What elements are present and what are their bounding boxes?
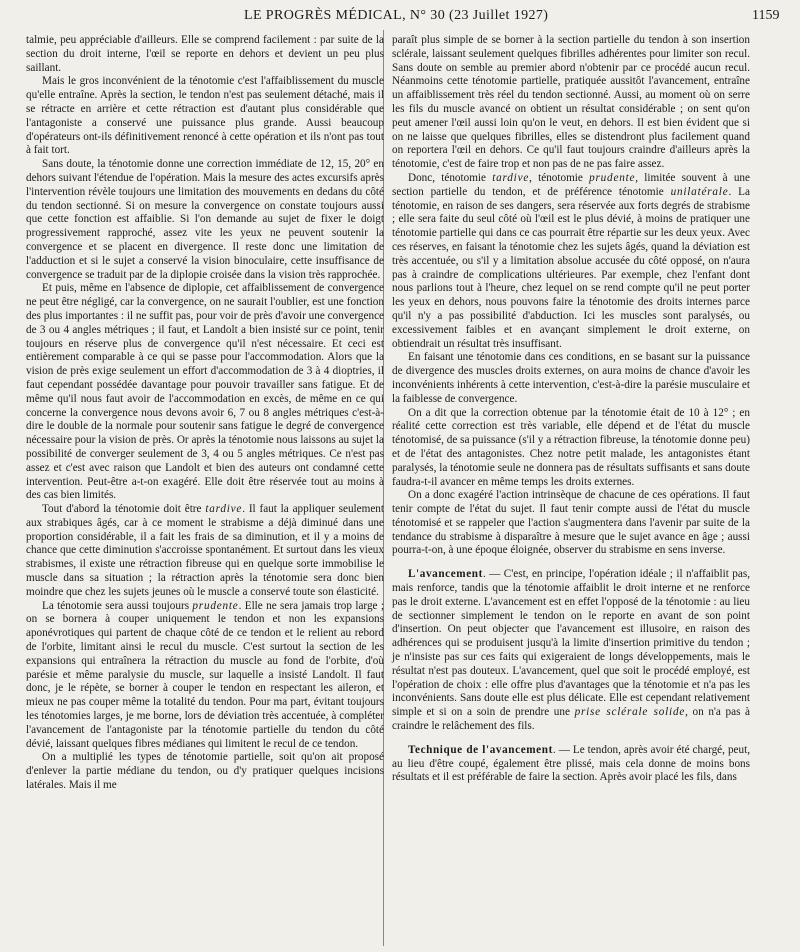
- text-run: . — C'est, en principe, l'opération idéale ; il n'affaiblit pas, mais renforce, tandis que la ténotomie affaiblit le droit interne et ne renforce pas le droit externe. L'avancement est en effet l'opposé de la ténotomie : au lieu de sectionner simplement le tendon on le reporte en avant de son point d'insertion. On peut objecter que l'avancement est illusoire, en raison des adhérences qui se produisent jusqu'à la limite d'insertion primitive du tendon ; je n'insiste pas sur ces faits qui exigeraient de longs développements, mais le résultat n'est pas douteux. L'avancement, quel que soit le procédé employé, est l'opération de choix : elle offre plus d'avantages que la ténotomie et n'a pas les inconvénients. Sans doute elle est plus délicate. Elle est cependant relativement simple et si on a soin de prendre une: [392, 568, 750, 719]
- text-run: . Il faut la appliquer seulement aux strabiques âgés, car à ce moment le strabisme a déjà diminué dans une proportion considérable, il a fait les frais de sa diminution, et il y a moins de chance que cette diminution s'accroisse spontanément. Et surtout dans les vieux strabismes, il existe une rétraction fibreuse qui en quelque sorte immobilise le muscle dans sa situation ; la rétraction après la ténotomie sera donc bien moindre que chez les sujets jeunes où le muscle a conservé toute son élasticité.: [26, 503, 384, 598]
- text-run: Donc, ténotomie: [408, 171, 493, 184]
- paragraph: [392, 172, 750, 351]
- paragraph: paraît plus simple de se borner à la section partielle du tendon à son insertion sclérale, laissant seulement quelques fibrilles adhérentes pour limiter son recul. Sans doute on semble au premier abord n'obtenir par ce procédé aucun recul. Néanmoins cette ténotomie partielle, pratiquée aussitôt l'avancement, entraîne un affaiblissement très réel du tendon sectionné. Aussi, au moment où on serre les fils du muscle avancé on obtient un résultat considérable ; on sent qu'on peut amener l'œil aussi loin qu'on le veut, en dehors. Il est bien évident que si on ne laisse que quelques fibrilles, elles se distendront plus facilement quand on reportera l'œil en dehors. Ce qu'il faut toujours craindre d'ailleurs après la ténotomie, c'est de faire trop et non pas de ne pas faire assez.: [392, 34, 750, 171]
- italic-term: prudente: [192, 599, 239, 612]
- text-run: , limitée souvent à une section partielle du tendon, et de préférence ténotomie: [392, 171, 750, 198]
- paragraph: On a multiplié les types de ténotomie partielle, soit qu'on ait proposé d'enlever la partie médiane du tendon, ou d'y pratiquer quelques incisions latérales. Mais il me: [26, 751, 384, 792]
- page-number: 1159: [752, 8, 780, 23]
- text-run: . La ténotomie, en raison de ses dangers, sera réservée aux forts degrés de strabisme ; elle sera faite du seul côté où l'œil est le plus dévié, à moins de pratiquer une ténotomie partielle qui dans ce cas pourrait être répartie sur les deux yeux. Avec ces réserves, en faisant la ténotomie chez les sujets âgés, quand la déviation est très accentuée, ou s'il y a limitation absolue accusée du côté opposé, on n'aura pas à craindre de complications ultérieures. Par exemple, chez l'enfant dont nous parlions tout à l'heure, chez lequel on se rend compte qu'il ne peut porter les yeux en dehors, nous pouvons faire la ténotomie des droits internes parce qu'il n'y a pas possibilité d'abduction. Ici les muscles sont paralysés, ou excessivement faibles et en avançant simplement le droit externe, on obtiendrait un résultat très insuffisant.: [392, 185, 750, 350]
- italic-term: prudente: [589, 171, 636, 184]
- right-column: [392, 34, 750, 785]
- text-run: . Elle ne sera jamais trop large ; on se bornera à couper uniquement le tendon et non les expansions aponévrotiques qui partent de chaque côté de ce tendon et le relient au rebord de l'orbite, limitant ainsi le recul du muscle. C'est surtout la section de les expansions qui entraînera la rétraction du muscle au fond de l'orbite, d'où parésie et même paralysie du muscle, sur laquelle a insisté Landolt. Il faut donc, je le répète, se borner à couper le tendon en respectant les aileron, et mieux ne pas couper même la totalité du tendon. Pour ma part, évitant toujours les ténotomies larges, je me borne, lors de déviation très accentuée, à compléter l'avancement de l'antagoniste par la ténotomie partielle du tendon du côté dévié, laissant quelques fibres médianes qui limitent le recul de ce tendon.: [26, 599, 384, 750]
- text-run: La ténotomie sera aussi toujours: [42, 599, 193, 612]
- paragraph: [392, 568, 750, 734]
- italic-term: tardive: [205, 503, 243, 516]
- section-heading: L'avancement: [408, 568, 483, 581]
- paragraph: On a dit que la correction obtenue par la ténotomie était de 10 à 12° ; en réalité cette correction est très variable, elle dépend et de l'état du muscle ténotomisé, de sa puissance (s'il y a rétraction fibreuse, la ténotomie donne peu) et de l'état des antagonistes. Chez notre petit malade, les antagonistes étant paralysés, la ténotomie seule ne donnera pas de résultats suffisants et sans doute faudra-t-il avancer en même temps les droits externes.: [392, 406, 751, 488]
- text-run: , on n'a pas à craindre le relâchement des fils.: [392, 706, 750, 733]
- section-heading: Technique de l'avancement: [408, 743, 553, 756]
- paragraph: Sans doute, la ténotomie donne une correction immédiate de 12, 15, 20° en dehors suivant l'étendue de l'opération. Mais la mesure des actes excursifs après l'intervention révèle toujours une limitation des mouvements en dedans du côté du tendon sectionné. Si on mesure la convergence on constate toujours aussi que cette fonction est affaiblie. Si l'on demande au sujet de fixer le doigt progressivement rapproché, assez vite les yeux ne peuvent soutenir la convergence et se placent en divergence. Il reste donc une limitation de l'adduction et si le sujet a conservé la vision binoculaire, cette insuffisance de convergence se traduit par de la diplopie croisée dans la vision très rapprochée.: [26, 158, 384, 281]
- text-run: Tout d'abord la ténotomie doit être: [42, 503, 206, 516]
- text-run: , ténotomie: [529, 171, 590, 184]
- paragraph: [26, 503, 384, 600]
- paragraph: Mais le gros inconvénient de la ténotomie c'est l'affaiblissement du muscle qu'elle entraîne. Après la section, le tendon n'est pas seulement détaché, mais il se rétracte en arrière et cette rétraction est d'autant plus considérable que l'antagoniste a conservé une puissance plus grande. Aussi beaucoup d'opérateurs ont-ils définitivement renoncé à cette opération et ils n'ont pas tout à fait tort.: [26, 75, 384, 157]
- paragraph: [392, 744, 750, 785]
- running-header: [0, 4, 800, 28]
- section-gap: [392, 734, 750, 744]
- left-column: [26, 34, 384, 793]
- text-run: . — Le tendon, après avoir été chargé, peut, au lieu d'être coupé, également être plissé, mais cela donne de moins bons résultats et il est préférable de faire la section. Après avoir placé les fils, dans: [392, 743, 751, 784]
- paragraph: Et puis, même en l'absence de diplopie, cet affaiblissement de convergence ne peut être négligé, car la convergence, on ne saurait l'oublier, est une fonction des plus importantes : il ne suffit pas, pour voir de près d'avoir une convergence de 3 ou 4 angles métriques ; il faut, et Landolt a bien insisté sur ce point, tenir toujours en réserve plus de convergence qu'il n'est nécessaire. Et ceci est entièrement comparable à ce qui se passe pour l'accommodation. Alors que la vision de près exige seulement un effort d'accommodation de 3 à 4 dioptries, il faut cependant possédée davantage pour pouvoir travailler sans fatigue. Et de même qu'il nous faut avoir de l'accommodation en excès, de même en ce qui concerne la convergence nous devons avoir 6, 7 ou 8 angles métriques c'est-à-dire le double de la normale pour soutenir sans fatigue le degré de convergence nécessaire pour la vision de près. Or après la ténotomie nous laissons au sujet la possibilité de converger seulement de 3, 4 ou 5 angles métriques. Ce n'est pas assez et c'est avec raison que Landolt et bien des auteurs ont condamné cette intervention. Peut-être a-t-on exagéré. Elle doit être réservée tout au moins à des cas bien limités.: [26, 282, 384, 502]
- italic-term: prise sclérale solide: [574, 706, 686, 719]
- paragraph: En faisant une ténotomie dans ces conditions, en se basant sur la puissance de divergence des muscles droits externes, on aura moins de chance d'avoir les inconvénients inhérents à cette intervention, c'est-à-dire la parésie musculaire et la faiblesse de convergence.: [392, 351, 750, 405]
- italic-term: tardive: [492, 171, 530, 184]
- journal-title: LE PROGRÈS MÉDICAL, N° 30 (23 Juillet 1927): [244, 8, 549, 23]
- paragraph: On a donc exagéré l'action intrinsèque de chacune de ces opérations. Il faut tenir compte de l'état du sujet. Il faut tenir compte aussi de l'état du muscle ténotomisé et se rappeler que l'action s'augmentera dans l'avenir par suite de la tendance du strabisme à disparaître à mesure que le sujet avance en âge ; aussi pourra-t-on, à une époque éloignée, observer du strabisme en sens inverse.: [392, 489, 750, 557]
- paragraph: talmie, peu appréciable d'ailleurs. Elle se comprend facilement : par suite de la section du droit interne, l'œil se reporte en dehors et devient un peu plus saillant.: [26, 34, 384, 74]
- italic-term: unilatérale: [670, 185, 729, 198]
- paragraph: [26, 600, 384, 752]
- section-gap: [392, 558, 750, 568]
